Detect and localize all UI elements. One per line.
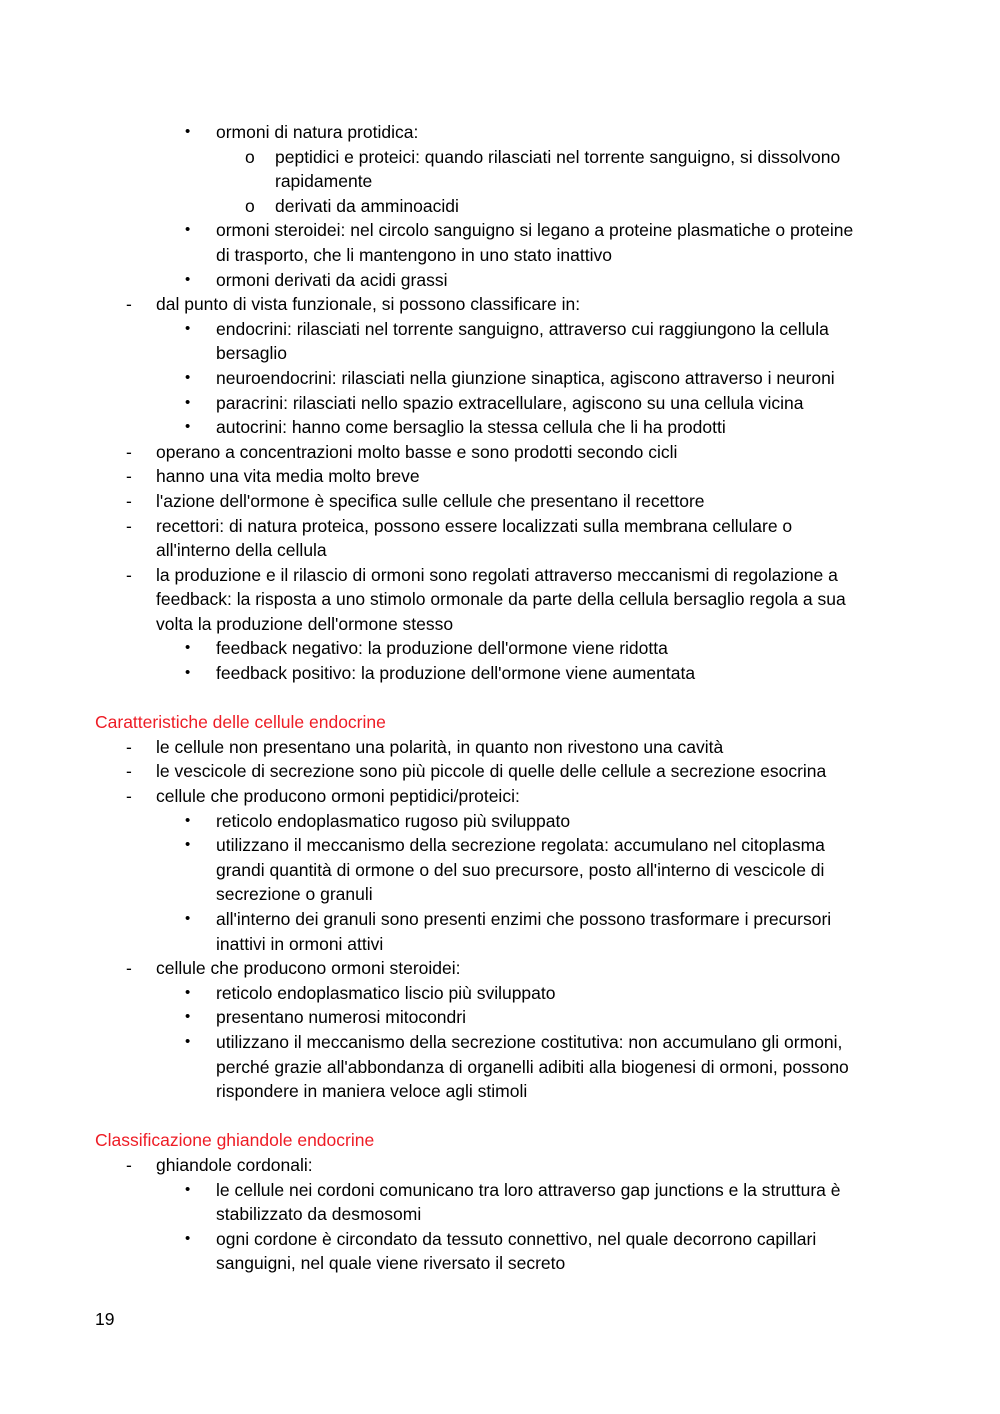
- dash-marker: -: [126, 736, 132, 757]
- text-line: [95, 1079, 915, 1104]
- page-number: 19: [95, 1309, 115, 1329]
- list-item-text: peptidici e proteici: quando rilasciati nel torrente sanguigno, si dissolvono: [275, 146, 841, 167]
- bullet-marker: •: [185, 1229, 191, 1247]
- bullet-marker: •: [185, 270, 191, 288]
- text-line: [95, 1005, 915, 1030]
- list-item: [95, 440, 915, 465]
- text-line: [95, 1251, 915, 1276]
- list-item-text: utilizzano il meccanismo della secrezione costitutiva: non accumulano gli ormoni,: [216, 1031, 843, 1052]
- list-item-text: paracrini: rilasciati nello spazio extracellulare, agiscono su una cellula vicina: [216, 392, 804, 413]
- list-item-text: bersaglio: [216, 343, 288, 364]
- list-item-text: endocrini: rilasciati nel torrente sanguigno, attraverso cui raggiungono la cellula: [216, 318, 829, 339]
- list-item-text: cellule che producono ormoni peptidici/proteici:: [156, 786, 520, 807]
- text-line: [95, 538, 915, 563]
- list-item: [95, 145, 915, 194]
- list-item-text: di trasporto, che li mantengono in uno stato inattivo: [216, 244, 612, 265]
- list-item: [95, 218, 915, 267]
- text-line: [95, 1202, 915, 1227]
- bullet-marker: •: [185, 1008, 191, 1026]
- list-item-text: stabilizzato da desmosomi: [216, 1204, 422, 1225]
- list-item: [95, 759, 915, 784]
- list-item-text: feedback: la risposta a uno stimolo ormonale da parte della cellula bersaglio regola a sua: [156, 589, 846, 610]
- list-item: [95, 661, 915, 686]
- sub-bullet-marker: o: [245, 195, 255, 216]
- list-item-text: ormoni derivati da acidi grassi: [216, 269, 448, 290]
- dash-marker: -: [126, 761, 132, 782]
- text-line: [95, 415, 915, 440]
- list-item-text: feedback negativo: la produzione dell'ormone viene ridotta: [216, 638, 668, 659]
- list-item-text: perché grazie all'abbondanza di organelli adibiti alla biogenesi di ormoni, possono: [216, 1056, 849, 1077]
- list-item: [95, 1153, 915, 1178]
- list-item: [95, 464, 915, 489]
- text-line: [95, 661, 915, 686]
- list-item-text: derivati da amminoacidi: [275, 195, 459, 216]
- list-item: [95, 1005, 915, 1030]
- list-item-text: all'interno della cellula: [156, 540, 327, 561]
- text-line: [95, 882, 915, 907]
- list-item: [95, 809, 915, 834]
- dash-marker: -: [126, 294, 132, 315]
- list-item-text: ogni cordone è circondato da tessuto connettivo, nel quale decorrono capillari: [216, 1228, 817, 1249]
- list-item: [95, 735, 915, 760]
- text-line: [95, 759, 915, 784]
- bullet-marker: •: [185, 393, 191, 411]
- dash-marker: -: [126, 441, 132, 462]
- text-line: [95, 169, 915, 194]
- text-line: [95, 1153, 915, 1178]
- bullet-marker: •: [185, 221, 191, 239]
- list-item: [95, 489, 915, 514]
- list-item-text: l'azione dell'ormone è specifica sulle cellule che presentano il recettore: [156, 490, 705, 511]
- bullet-marker: •: [185, 910, 191, 927]
- text-line: [95, 858, 915, 883]
- list-item-text: la produzione e il rilascio di ormoni sono regolati attraverso meccanismi di regolazione a: [156, 564, 838, 585]
- list-item-text: cellule che producono ormoni steroidei:: [156, 958, 461, 979]
- page-body: [95, 120, 915, 1276]
- bullet-marker: •: [185, 418, 191, 436]
- list-item-text: utilizzano il meccanismo della secrezione regolata: accumulano nel citoplasma: [216, 835, 825, 856]
- list-item-text: reticolo endoplasmatico rugoso più sviluppato: [216, 810, 571, 831]
- dash-marker: -: [126, 466, 132, 487]
- list-item-text: feedback positivo: la produzione dell'ormone viene aumentata: [216, 663, 696, 684]
- list-item: [95, 1030, 915, 1104]
- text-line: [95, 317, 915, 342]
- list-item-text: presentano numerosi mitocondri: [216, 1007, 466, 1028]
- text-line: [95, 1227, 915, 1252]
- text-line: [95, 268, 915, 293]
- text-line: [95, 833, 915, 858]
- list-item: [95, 292, 915, 317]
- list-item-text: ghiandole cordonali:: [156, 1154, 313, 1175]
- text-line: [95, 194, 915, 219]
- list-item: [95, 391, 915, 416]
- section-heading: [95, 710, 915, 735]
- text-line: [95, 341, 915, 366]
- list-item-text: rapidamente: [275, 171, 373, 192]
- text-line: [95, 784, 915, 809]
- list-item-text: neuroendocrini: rilasciati nella giunzione sinaptica, agiscono attraverso i neuroni: [216, 367, 835, 388]
- dash-marker: -: [126, 786, 132, 807]
- list-item-text: hanno una vita media molto breve: [156, 466, 420, 487]
- dash-marker: -: [126, 1154, 132, 1175]
- dash-marker: -: [126, 490, 132, 511]
- bullet-marker: •: [185, 319, 191, 337]
- list-item-text: ormoni di natura protidica:: [216, 122, 419, 142]
- text-line: [95, 489, 915, 514]
- list-item: [95, 907, 915, 956]
- text-line: [95, 366, 915, 391]
- list-item: [95, 956, 915, 981]
- list-item-text: operano a concentrazioni molto basse e sono prodotti secondo cicli: [156, 441, 678, 462]
- list-item-text: rispondere in maniera veloce agli stimoli: [216, 1081, 528, 1102]
- list-item: [95, 415, 915, 440]
- section-heading-text: Caratteristiche delle cellule endocrine: [95, 712, 386, 733]
- text-line: [95, 932, 915, 957]
- list-item: [95, 120, 915, 145]
- list-item-text: all'interno dei granuli sono presenti enzimi che possono trasformare i precursori: [216, 909, 832, 929]
- bullet-marker: •: [185, 983, 191, 1001]
- paragraph-spacer: [95, 686, 915, 711]
- text-line: [95, 243, 915, 268]
- text-line: [95, 612, 915, 637]
- bullet-marker: •: [185, 1032, 191, 1050]
- list-item: [95, 833, 915, 907]
- list-item: [95, 981, 915, 1006]
- list-item: [95, 514, 915, 563]
- text-line: [95, 907, 915, 932]
- text-line: [95, 1055, 915, 1080]
- bullet-marker: •: [185, 664, 191, 682]
- text-line: [95, 1178, 915, 1203]
- section-heading-text: Classificazione ghiandole endocrine: [95, 1130, 375, 1151]
- list-item-text: inattivi in ormoni attivi: [216, 933, 384, 954]
- list-item: [95, 366, 915, 391]
- list-item-text: ormoni steroidei: nel circolo sanguigno si legano a proteine plasmatiche o proteine: [216, 220, 854, 241]
- text-line: [95, 956, 915, 981]
- section-heading: [95, 1128, 915, 1153]
- bullet-marker: •: [185, 1180, 191, 1198]
- bullet-marker: •: [185, 811, 191, 829]
- list-item-text: reticolo endoplasmatico liscio più sviluppato: [216, 982, 556, 1003]
- text-line: [95, 391, 915, 416]
- list-item: [95, 317, 915, 366]
- dash-marker: -: [126, 958, 132, 979]
- list-item-text: grandi quantità di ormone o del suo precursore, posto all'interno di vescicole di: [216, 859, 825, 880]
- list-item: [95, 1227, 915, 1276]
- list-item: [95, 1178, 915, 1227]
- list-item: [95, 784, 915, 809]
- sub-bullet-marker: o: [245, 146, 255, 167]
- text-line: [95, 735, 915, 760]
- bullet-marker: •: [185, 368, 191, 386]
- dash-marker: -: [126, 564, 132, 585]
- list-item-text: le cellule nei cordoni comunicano tra loro attraverso gap junctions e la struttura è: [216, 1179, 841, 1200]
- text-line: [95, 981, 915, 1006]
- text-line: [95, 120, 915, 145]
- list-item-text: sanguigni, nel quale viene riversato il secreto: [216, 1253, 566, 1274]
- bullet-marker: •: [185, 123, 191, 140]
- bullet-marker: •: [185, 836, 191, 854]
- text-line: [95, 1030, 915, 1055]
- list-item-text: le cellule non presentano una polarità, in quanto non rivestono una cavità: [156, 736, 724, 757]
- list-item-text: dal punto di vista funzionale, si possono classificare in:: [156, 294, 581, 315]
- text-line: [95, 218, 915, 243]
- text-line: [95, 514, 915, 539]
- list-item: [95, 268, 915, 293]
- text-line: [95, 809, 915, 834]
- list-item-text: volta la produzione dell'ormone stesso: [156, 613, 454, 634]
- text-line: [95, 292, 915, 317]
- list-item-text: recettori: di natura proteica, possono essere localizzati sulla membrana cellulare o: [156, 515, 793, 536]
- list-item: [95, 563, 915, 637]
- list-item: [95, 194, 915, 219]
- list-item-text: secrezione o granuli: [216, 884, 373, 905]
- text-line: [95, 464, 915, 489]
- dash-marker: -: [126, 515, 132, 536]
- bullet-marker: •: [185, 639, 191, 657]
- list-item-text: le vescicole di secrezione sono più piccole di quelle delle cellule a secrezione esocrina: [156, 761, 827, 782]
- list-item-text: autocrini: hanno come bersaglio la stessa cellula che li ha prodotti: [216, 417, 726, 438]
- text-line: [95, 636, 915, 661]
- list-item: [95, 636, 915, 661]
- text-line: [95, 563, 915, 588]
- text-line: [95, 587, 915, 612]
- text-line: [95, 440, 915, 465]
- text-line: [95, 145, 915, 170]
- paragraph-spacer: [95, 1104, 915, 1129]
